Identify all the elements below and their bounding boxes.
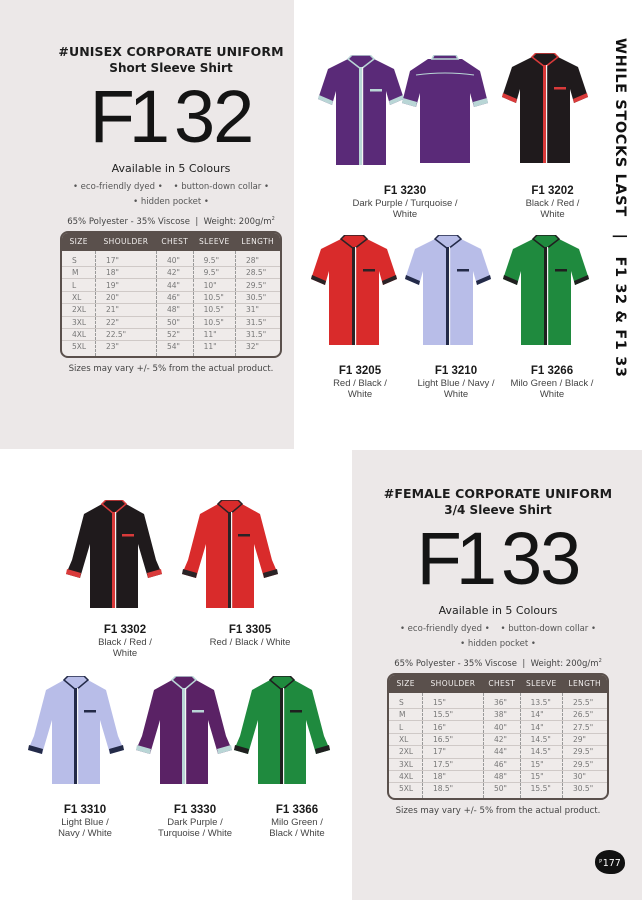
size-table-cell: 10" <box>193 279 235 291</box>
side-banner-text: WHILE STOCKS LAST | F1 32 & F1 33 <box>612 38 628 378</box>
size-table-cell: 14.5" <box>520 746 562 758</box>
product-f1-3330: F1 3330 Dark Purple / Turquoise / White <box>157 804 233 839</box>
unisex-features: • eco-friendly dyed • • button-down collar • • hidden pocket • <box>72 182 270 207</box>
size-table-row <box>389 709 607 721</box>
size-table-row <box>62 251 280 267</box>
unisex-size-table <box>60 231 282 359</box>
size-table-cell: 17" <box>422 746 483 758</box>
size-table-header: SLEEVE <box>193 233 235 251</box>
size-table-cell: 5XL <box>399 784 414 794</box>
size-table-cell: 29.5" <box>563 746 608 758</box>
female-availability: Available in 5 Colours <box>438 604 558 617</box>
product-f1-3366: F1 3366 Milo Green / Black / White <box>269 804 325 839</box>
product-f1-3210: F1 3210 Light Blue / Navy / White <box>417 365 495 400</box>
size-table-cell: 46" <box>156 291 193 303</box>
size-table-cell: 25.5" <box>563 693 608 709</box>
size-table-header: LENGTH <box>236 233 281 251</box>
size-table-cell: 46" <box>483 758 520 770</box>
unisex-availability: Available in 5 Colours <box>111 162 231 175</box>
size-table-cell: 15.5" <box>520 783 562 799</box>
female-features: • eco-friendly dyed • • button-down collar • • hidden pocket • <box>399 624 597 649</box>
size-table-cell: 16.5" <box>422 733 483 745</box>
female-heading: #FEMALE CORPORATE UNIFORM <box>383 486 613 501</box>
female-material: 65% Polyester - 35% Viscose | Weight: $200g/m^2$ <box>394 658 602 669</box>
size-table-cell: XL <box>389 733 422 745</box>
size-table-cell: 18" <box>422 770 483 782</box>
size-table-cell: 36" <box>483 693 520 709</box>
size-table-row <box>389 733 607 745</box>
shirt-image-f1-3302 <box>66 500 162 612</box>
size-table-cell: 9.5" <box>193 251 235 267</box>
size-table-cell: 29" <box>563 733 608 745</box>
size-table-header: SLEEVE <box>520 675 562 693</box>
size-table-cell: 15" <box>422 693 483 709</box>
size-table-cell: 11" <box>193 341 235 357</box>
shirt-image-f1-3330 <box>136 676 232 788</box>
size-table-row <box>389 783 607 799</box>
size-table-cell: 15" <box>520 770 562 782</box>
size-table-cell: 3XL <box>62 316 95 328</box>
size-table-cell: 10.5" <box>193 304 235 316</box>
size-table-cell: S <box>389 693 422 709</box>
size-table-cell: 31.5" <box>236 328 281 340</box>
size-table-cell: 29.5" <box>563 758 608 770</box>
size-table-cell: 17.5" <box>422 758 483 770</box>
size-table-row <box>62 316 280 328</box>
size-table-cell: 21" <box>95 304 156 316</box>
size-table-cell: 50" <box>483 783 520 799</box>
shirt-image-f1-3205 <box>311 235 397 347</box>
size-table-cell: 13.5" <box>520 693 562 709</box>
size-table-cell: 3XL <box>389 758 422 770</box>
shirt-image-f1-3202 <box>502 53 588 165</box>
product-f1-3205: F1 3205 Red / Black / White <box>333 365 387 400</box>
size-table-cell: 30.5" <box>236 291 281 303</box>
shirt-image-f1-3266 <box>503 235 589 347</box>
size-table-cell: 38" <box>483 709 520 721</box>
size-table-cell: 42" <box>483 733 520 745</box>
page-number-badge: $^P$177 <box>595 850 625 874</box>
size-table-cell: 48" <box>483 770 520 782</box>
size-table-cell: L <box>389 721 422 733</box>
size-table-row <box>389 721 607 733</box>
size-table-cell: 20" <box>95 291 156 303</box>
size-table-cell: 44" <box>483 746 520 758</box>
side-banner <box>606 38 634 383</box>
shirt-image-f1-3305 <box>182 500 278 612</box>
shirt-image-f1-3230-back <box>402 55 488 167</box>
size-table-cell: 48" <box>156 304 193 316</box>
size-table-cell: 15.5" <box>422 709 483 721</box>
product-f1-3230: F1 3230 Dark Purple / Turquoise / White <box>352 185 458 220</box>
size-table-cell: S <box>62 251 95 267</box>
size-table-row <box>62 304 280 316</box>
size-table-cell: 9.5" <box>193 267 235 279</box>
size-table-header: SIZE <box>389 675 422 693</box>
product-f1-3202: F1 3202 Black / Red / White <box>525 185 580 220</box>
size-table-cell: 14" <box>520 709 562 721</box>
size-table-cell: 22.5" <box>95 328 156 340</box>
size-table-row <box>389 693 607 709</box>
size-table-cell: 11" <box>193 328 235 340</box>
product-f1-3305: F1 3305 Red / Black / White <box>209 624 291 648</box>
shirt-image-f1-3210 <box>405 235 491 347</box>
size-table-cell: 16" <box>422 721 483 733</box>
size-table-header: CHEST <box>156 233 193 251</box>
size-table-cell: 14.5" <box>520 733 562 745</box>
size-table-cell: 14" <box>520 721 562 733</box>
size-table-cell: 40" <box>156 251 193 267</box>
size-table-cell: 40" <box>483 721 520 733</box>
size-table-cell: 27.5" <box>563 721 608 733</box>
size-table-cell: 18.5" <box>422 783 483 799</box>
size-table-row <box>389 770 607 782</box>
size-table-row <box>389 758 607 770</box>
size-table-cell: L <box>62 279 95 291</box>
female-size-table <box>387 673 609 801</box>
size-table-row <box>62 328 280 340</box>
size-table-header: SIZE <box>62 233 95 251</box>
size-table-cell: 18" <box>95 267 156 279</box>
size-table-header: LENGTH <box>563 675 608 693</box>
size-table-cell: 31.5" <box>236 316 281 328</box>
size-table-cell: 44" <box>156 279 193 291</box>
size-table-cell: 52" <box>156 328 193 340</box>
shirt-image-f1-3310 <box>28 676 124 788</box>
size-table-cell: M <box>62 267 95 279</box>
unisex-spec-block <box>40 44 302 374</box>
product-f1-3302: F1 3302 Black / Red / White <box>98 624 152 659</box>
size-table-cell: 30.5" <box>563 783 608 799</box>
size-table-cell: 5XL <box>72 342 87 352</box>
size-table-cell: 42" <box>156 267 193 279</box>
product-f1-3266: F1 3266 Milo Green / Black / White <box>510 365 594 400</box>
size-table-header: SHOULDER <box>422 675 483 693</box>
size-table-cell: 26.5" <box>563 709 608 721</box>
size-table-cell: 4XL <box>389 770 422 782</box>
size-table-cell: 30" <box>563 770 608 782</box>
unisex-heading: #UNISEX CORPORATE UNIFORM <box>58 44 284 59</box>
size-table-cell: 4XL <box>62 328 95 340</box>
size-table-cell: 28" <box>236 251 281 267</box>
size-table-cell: 17" <box>95 251 156 267</box>
size-table-cell: XL <box>62 291 95 303</box>
size-table-cell: 2XL <box>62 304 95 316</box>
shirt-image-f1-3366 <box>234 676 330 788</box>
unisex-material: 65% Polyester - 35% Viscose | Weight: $200g/m^2$ <box>67 216 275 227</box>
size-table-cell: 50" <box>156 316 193 328</box>
unisex-model-number: F1 32 <box>89 75 253 158</box>
size-table-cell: 10.5" <box>193 291 235 303</box>
size-table-row <box>389 746 607 758</box>
size-table-cell: 29.5" <box>236 279 281 291</box>
size-table-cell: 32" <box>236 341 281 357</box>
size-table-cell: 54" <box>156 341 193 357</box>
size-table-row <box>62 267 280 279</box>
product-f1-3310: F1 3310 Light Blue / Navy / White <box>58 804 112 839</box>
size-table-cell: 28.5" <box>236 267 281 279</box>
shirt-image-f1-3230-front <box>318 55 404 167</box>
size-table-row <box>62 279 280 291</box>
size-table-row <box>62 341 280 357</box>
size-table-cell: 31" <box>236 304 281 316</box>
size-table-cell: 10.5" <box>193 316 235 328</box>
unisex-subheading: Short Sleeve Shirt <box>109 61 233 75</box>
female-model-number: F1 33 <box>416 517 580 600</box>
size-table-cell: M <box>389 709 422 721</box>
size-table-header: CHEST <box>483 675 520 693</box>
unisex-size-note: Sizes may vary +/- 5% from the actual product. <box>68 364 274 375</box>
size-table-cell: 19" <box>95 279 156 291</box>
female-subheading: 3/4 Sleeve Shirt <box>444 503 552 517</box>
size-table-cell: 23" <box>95 341 156 357</box>
size-table-header: SHOULDER <box>95 233 156 251</box>
female-size-note: Sizes may vary +/- 5% from the actual product. <box>395 806 601 817</box>
size-table-cell: 2XL <box>389 746 422 758</box>
female-spec-block <box>368 486 628 816</box>
size-table-cell: 15" <box>520 758 562 770</box>
size-table-cell: 22" <box>95 316 156 328</box>
size-table-row <box>62 291 280 303</box>
